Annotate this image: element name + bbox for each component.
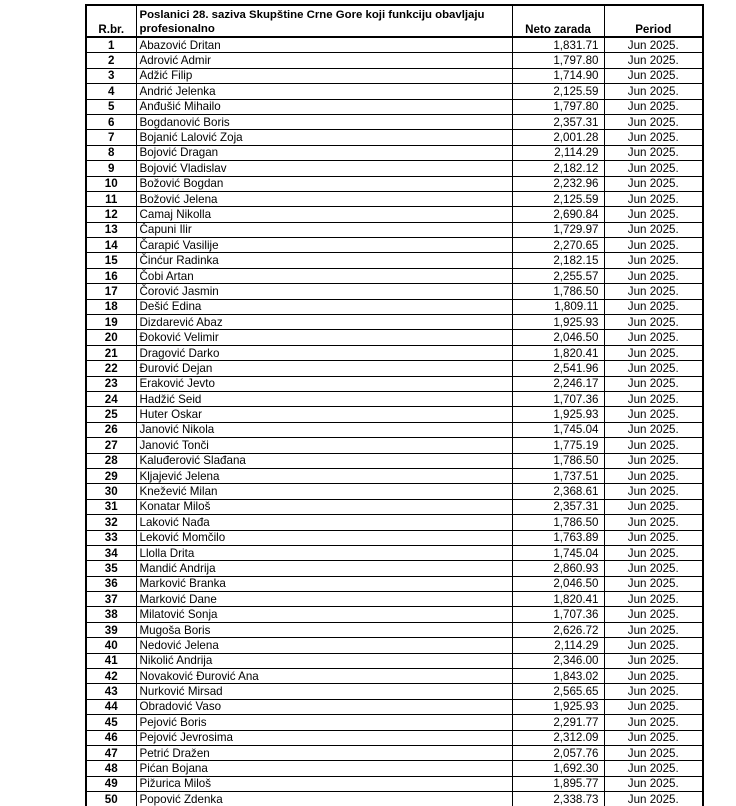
- table-row: [86, 684, 703, 699]
- period-cell: Jun 2025.: [604, 699, 703, 714]
- period-cell: Jun 2025.: [604, 484, 703, 499]
- net-salary: 1,820.41: [512, 592, 604, 607]
- period-cell: Jun 2025.: [604, 222, 703, 237]
- period-cell: Jun 2025.: [604, 638, 703, 653]
- row-number: 6: [86, 114, 136, 129]
- table-row: [86, 669, 703, 684]
- net-salary: 2,232.96: [512, 176, 604, 191]
- period-cell: Jun 2025.: [604, 438, 703, 453]
- row-number: 16: [86, 268, 136, 283]
- table-row: [86, 222, 703, 237]
- table-row: [86, 576, 703, 591]
- period-cell: Jun 2025.: [604, 592, 703, 607]
- deputy-name: Leković Momčilo: [136, 530, 512, 545]
- row-number: 50: [86, 792, 136, 806]
- period-cell: Jun 2025.: [604, 253, 703, 268]
- period-cell: Jun 2025.: [604, 745, 703, 760]
- row-number: 40: [86, 638, 136, 653]
- row-number: 45: [86, 715, 136, 730]
- deputy-name: Dragović Darko: [136, 345, 512, 360]
- period-cell: Jun 2025.: [604, 37, 703, 53]
- deputy-name: Dešić Edina: [136, 299, 512, 314]
- deputy-name: Adžić Filip: [136, 68, 512, 83]
- deputy-name: Mugoša Boris: [136, 622, 512, 637]
- row-number: 35: [86, 561, 136, 576]
- period-cell: Jun 2025.: [604, 422, 703, 437]
- row-number: 28: [86, 453, 136, 468]
- net-salary: 1,925.93: [512, 315, 604, 330]
- table-row: [86, 653, 703, 668]
- deputy-name: Petrić Dražen: [136, 745, 512, 760]
- table-row: [86, 299, 703, 314]
- table-row: [86, 792, 703, 806]
- deputy-name: Milatović Sonja: [136, 607, 512, 622]
- row-number: 49: [86, 776, 136, 791]
- net-salary: 2,125.59: [512, 84, 604, 99]
- deputy-name: Pižurica Miloš: [136, 776, 512, 791]
- period-cell: Jun 2025.: [604, 207, 703, 222]
- period-cell: Jun 2025.: [604, 84, 703, 99]
- period-cell: Jun 2025.: [604, 145, 703, 160]
- period-cell: Jun 2025.: [604, 376, 703, 391]
- row-number: 27: [86, 438, 136, 453]
- net-salary: 2,270.65: [512, 238, 604, 253]
- row-number: 39: [86, 622, 136, 637]
- row-number: 21: [86, 345, 136, 360]
- table-row: [86, 268, 703, 283]
- period-cell: Jun 2025.: [604, 268, 703, 283]
- net-salary: 2,182.12: [512, 161, 604, 176]
- net-salary: 1,737.51: [512, 468, 604, 483]
- net-salary: 1,797.80: [512, 99, 604, 114]
- row-number: 4: [86, 84, 136, 99]
- deputy-name: Knežević Milan: [136, 484, 512, 499]
- deputy-name: Obradović Vaso: [136, 699, 512, 714]
- table-row: [86, 145, 703, 160]
- period-cell: Jun 2025.: [604, 315, 703, 330]
- table-row: [86, 253, 703, 268]
- period-cell: Jun 2025.: [604, 607, 703, 622]
- period-cell: Jun 2025.: [604, 576, 703, 591]
- deputy-name: Dizdarević Abaz: [136, 315, 512, 330]
- row-number: 18: [86, 299, 136, 314]
- table-row: [86, 238, 703, 253]
- row-number: 20: [86, 330, 136, 345]
- net-salary: 1,831.71: [512, 37, 604, 53]
- row-number: 23: [86, 376, 136, 391]
- deputy-name: Đoković Velimir: [136, 330, 512, 345]
- deputy-name: Kaluđerović Slađana: [136, 453, 512, 468]
- deputy-name: Pejović Jevrosima: [136, 730, 512, 745]
- net-salary: 2,057.76: [512, 745, 604, 760]
- table-row: [86, 530, 703, 545]
- period-cell: Jun 2025.: [604, 468, 703, 483]
- deputy-name: Kljajević Jelena: [136, 468, 512, 483]
- net-salary: 2,114.29: [512, 638, 604, 653]
- table-row: [86, 99, 703, 114]
- row-number: 26: [86, 422, 136, 437]
- period-cell: Jun 2025.: [604, 361, 703, 376]
- period-cell: Jun 2025.: [604, 730, 703, 745]
- net-salary: 1,692.30: [512, 761, 604, 776]
- deputy-name: Božović Bogdan: [136, 176, 512, 191]
- deputy-name: Bogdanović Boris: [136, 114, 512, 129]
- period-cell: Jun 2025.: [604, 53, 703, 68]
- period-cell: Jun 2025.: [604, 191, 703, 206]
- row-number: 10: [86, 176, 136, 191]
- net-salary: 1,745.04: [512, 422, 604, 437]
- row-number: 25: [86, 407, 136, 422]
- net-salary: 1,775.19: [512, 438, 604, 453]
- table-body: [86, 37, 703, 806]
- table-row: [86, 422, 703, 437]
- row-number: 1: [86, 37, 136, 53]
- net-salary: 2,541.96: [512, 361, 604, 376]
- row-number: 37: [86, 592, 136, 607]
- period-cell: Jun 2025.: [604, 68, 703, 83]
- net-salary: 2,046.50: [512, 576, 604, 591]
- deputy-name: Hadžić Seid: [136, 391, 512, 406]
- net-salary: 2,346.00: [512, 653, 604, 668]
- table-row: [86, 391, 703, 406]
- deputy-name: Laković Nađa: [136, 515, 512, 530]
- table-row: [86, 745, 703, 760]
- table-row: [86, 176, 703, 191]
- table-row: [86, 730, 703, 745]
- table-row: [86, 776, 703, 791]
- period-cell: Jun 2025.: [604, 776, 703, 791]
- period-cell: Jun 2025.: [604, 515, 703, 530]
- deputy-name: Bojanić Lalović Zoja: [136, 130, 512, 145]
- table-row: [86, 53, 703, 68]
- row-number: 17: [86, 284, 136, 299]
- net-salary: 2,338.73: [512, 792, 604, 806]
- deputy-name: Mandić Andrija: [136, 561, 512, 576]
- table-row: [86, 284, 703, 299]
- period-cell: Jun 2025.: [604, 299, 703, 314]
- net-salary: 2,255.57: [512, 268, 604, 283]
- row-number: 46: [86, 730, 136, 745]
- deputy-name: Čarapić Vasilije: [136, 238, 512, 253]
- row-number: 19: [86, 315, 136, 330]
- table-row: [86, 592, 703, 607]
- row-number: 31: [86, 499, 136, 514]
- header-net-salary: Neto zarada: [512, 5, 604, 37]
- row-number: 15: [86, 253, 136, 268]
- period-cell: Jun 2025.: [604, 792, 703, 806]
- row-number: 22: [86, 361, 136, 376]
- row-number: 42: [86, 669, 136, 684]
- net-salary: 2,626.72: [512, 622, 604, 637]
- deputy-name: Pićan Bojana: [136, 761, 512, 776]
- deputy-name: Čorović Jasmin: [136, 284, 512, 299]
- row-number: 3: [86, 68, 136, 83]
- deputy-name: Novaković Đurović Ana: [136, 669, 512, 684]
- net-salary: 1,745.04: [512, 545, 604, 560]
- table-row: [86, 715, 703, 730]
- table-row: [86, 561, 703, 576]
- table-row: [86, 345, 703, 360]
- header-rbr: R.br.: [86, 5, 136, 37]
- table-row: [86, 191, 703, 206]
- table-row: [86, 37, 703, 53]
- row-number: 14: [86, 238, 136, 253]
- deputy-name: Anđušić Mihailo: [136, 99, 512, 114]
- net-salary: 1,925.93: [512, 699, 604, 714]
- deputy-name: Nurković Mirsad: [136, 684, 512, 699]
- table-row: [86, 330, 703, 345]
- table-row: [86, 761, 703, 776]
- period-cell: Jun 2025.: [604, 530, 703, 545]
- deputy-name: Nedović Jelena: [136, 638, 512, 653]
- net-salary: 2,368.61: [512, 484, 604, 499]
- row-number: 2: [86, 53, 136, 68]
- net-salary: 1,729.97: [512, 222, 604, 237]
- period-cell: Jun 2025.: [604, 561, 703, 576]
- deputy-name: Činćur Radinka: [136, 253, 512, 268]
- deputy-name: Đurović Dejan: [136, 361, 512, 376]
- row-number: 41: [86, 653, 136, 668]
- deputy-name: Popović Zdenka: [136, 792, 512, 806]
- net-salary: 1,786.50: [512, 515, 604, 530]
- table-row: [86, 315, 703, 330]
- net-salary: 2,246.17: [512, 376, 604, 391]
- table-row: [86, 453, 703, 468]
- table-row: [86, 499, 703, 514]
- period-cell: Jun 2025.: [604, 453, 703, 468]
- table-row: [86, 515, 703, 530]
- period-cell: Jun 2025.: [604, 684, 703, 699]
- row-number: 38: [86, 607, 136, 622]
- deputy-name: Marković Dane: [136, 592, 512, 607]
- table-row: [86, 130, 703, 145]
- table-row: [86, 376, 703, 391]
- net-salary: 1,707.36: [512, 607, 604, 622]
- net-salary: 2,182.15: [512, 253, 604, 268]
- deputy-name: Andrić Jelenka: [136, 84, 512, 99]
- deputy-name: Pejović Boris: [136, 715, 512, 730]
- net-salary: 1,714.90: [512, 68, 604, 83]
- table-row: [86, 468, 703, 483]
- period-cell: Jun 2025.: [604, 669, 703, 684]
- deputy-name: Konatar Miloš: [136, 499, 512, 514]
- row-number: 32: [86, 515, 136, 530]
- table-row: [86, 607, 703, 622]
- net-salary: 2,001.28: [512, 130, 604, 145]
- period-cell: Jun 2025.: [604, 238, 703, 253]
- deputy-name: Adrović Admir: [136, 53, 512, 68]
- deputy-name: Bojović Dragan: [136, 145, 512, 160]
- period-cell: Jun 2025.: [604, 545, 703, 560]
- deputy-name: Božović Jelena: [136, 191, 512, 206]
- period-cell: Jun 2025.: [604, 284, 703, 299]
- deputy-name: Janović Tonči: [136, 438, 512, 453]
- period-cell: Jun 2025.: [604, 761, 703, 776]
- deputy-name: Eraković Jevto: [136, 376, 512, 391]
- net-salary: 2,357.31: [512, 499, 604, 514]
- table-row: [86, 84, 703, 99]
- period-cell: Jun 2025.: [604, 176, 703, 191]
- period-cell: Jun 2025.: [604, 391, 703, 406]
- salary-table: [85, 4, 704, 806]
- row-number: 44: [86, 699, 136, 714]
- period-cell: Jun 2025.: [604, 330, 703, 345]
- period-cell: Jun 2025.: [604, 715, 703, 730]
- table-row: [86, 207, 703, 222]
- period-cell: Jun 2025.: [604, 345, 703, 360]
- row-number: 12: [86, 207, 136, 222]
- row-number: 24: [86, 391, 136, 406]
- net-salary: 1,797.80: [512, 53, 604, 68]
- net-salary: 1,820.41: [512, 345, 604, 360]
- net-salary: 2,357.31: [512, 114, 604, 129]
- net-salary: 1,707.36: [512, 391, 604, 406]
- net-salary: 1,763.89: [512, 530, 604, 545]
- period-cell: Jun 2025.: [604, 161, 703, 176]
- table-row: [86, 699, 703, 714]
- table-row: [86, 114, 703, 129]
- net-salary: 2,312.09: [512, 730, 604, 745]
- net-salary: 1,809.11: [512, 299, 604, 314]
- net-salary: 2,565.65: [512, 684, 604, 699]
- table-row: [86, 438, 703, 453]
- header-period: Period: [604, 5, 703, 37]
- net-salary: 2,690.84: [512, 207, 604, 222]
- deputy-name: Janović Nikola: [136, 422, 512, 437]
- row-number: 13: [86, 222, 136, 237]
- period-cell: Jun 2025.: [604, 407, 703, 422]
- net-salary: 1,786.50: [512, 453, 604, 468]
- net-salary: 2,046.50: [512, 330, 604, 345]
- net-salary: 2,860.93: [512, 561, 604, 576]
- table-row: [86, 545, 703, 560]
- header-row: [86, 5, 703, 37]
- table-row: [86, 161, 703, 176]
- row-number: 8: [86, 145, 136, 160]
- row-number: 9: [86, 161, 136, 176]
- period-cell: Jun 2025.: [604, 130, 703, 145]
- net-salary: 2,125.59: [512, 191, 604, 206]
- deputy-name: Llolla Drita: [136, 545, 512, 560]
- net-salary: 1,786.50: [512, 284, 604, 299]
- net-salary: 2,291.77: [512, 715, 604, 730]
- period-cell: Jun 2025.: [604, 99, 703, 114]
- period-cell: Jun 2025.: [604, 622, 703, 637]
- deputy-name: Camaj Nikolla: [136, 207, 512, 222]
- table-header: [86, 5, 703, 37]
- deputy-name: Abazović Dritan: [136, 37, 512, 53]
- row-number: 48: [86, 761, 136, 776]
- row-number: 36: [86, 576, 136, 591]
- net-salary: 2,114.29: [512, 145, 604, 160]
- row-number: 33: [86, 530, 136, 545]
- deputy-name: Čapuni Ilir: [136, 222, 512, 237]
- deputy-name: Nikolić Andrija: [136, 653, 512, 668]
- table-row: [86, 622, 703, 637]
- deputy-name: Bojović Vladislav: [136, 161, 512, 176]
- net-salary: 1,925.93: [512, 407, 604, 422]
- net-salary: 1,843.02: [512, 669, 604, 684]
- header-name: Poslanici 28. saziva Skupštine Crne Gore koji funkciju obavljaju profesionalno: [136, 5, 512, 37]
- table-row: [86, 68, 703, 83]
- net-salary: 1,895.77: [512, 776, 604, 791]
- row-number: 30: [86, 484, 136, 499]
- period-cell: Jun 2025.: [604, 499, 703, 514]
- deputy-name: Huter Oskar: [136, 407, 512, 422]
- period-cell: Jun 2025.: [604, 653, 703, 668]
- row-number: 7: [86, 130, 136, 145]
- table-row: [86, 638, 703, 653]
- deputy-name: Čobi Artan: [136, 268, 512, 283]
- period-cell: Jun 2025.: [604, 114, 703, 129]
- row-number: 34: [86, 545, 136, 560]
- row-number: 11: [86, 191, 136, 206]
- deputy-name: Marković Branka: [136, 576, 512, 591]
- table-row: [86, 361, 703, 376]
- table-row: [86, 484, 703, 499]
- row-number: 29: [86, 468, 136, 483]
- row-number: 5: [86, 99, 136, 114]
- table-row: [86, 407, 703, 422]
- row-number: 47: [86, 745, 136, 760]
- row-number: 43: [86, 684, 136, 699]
